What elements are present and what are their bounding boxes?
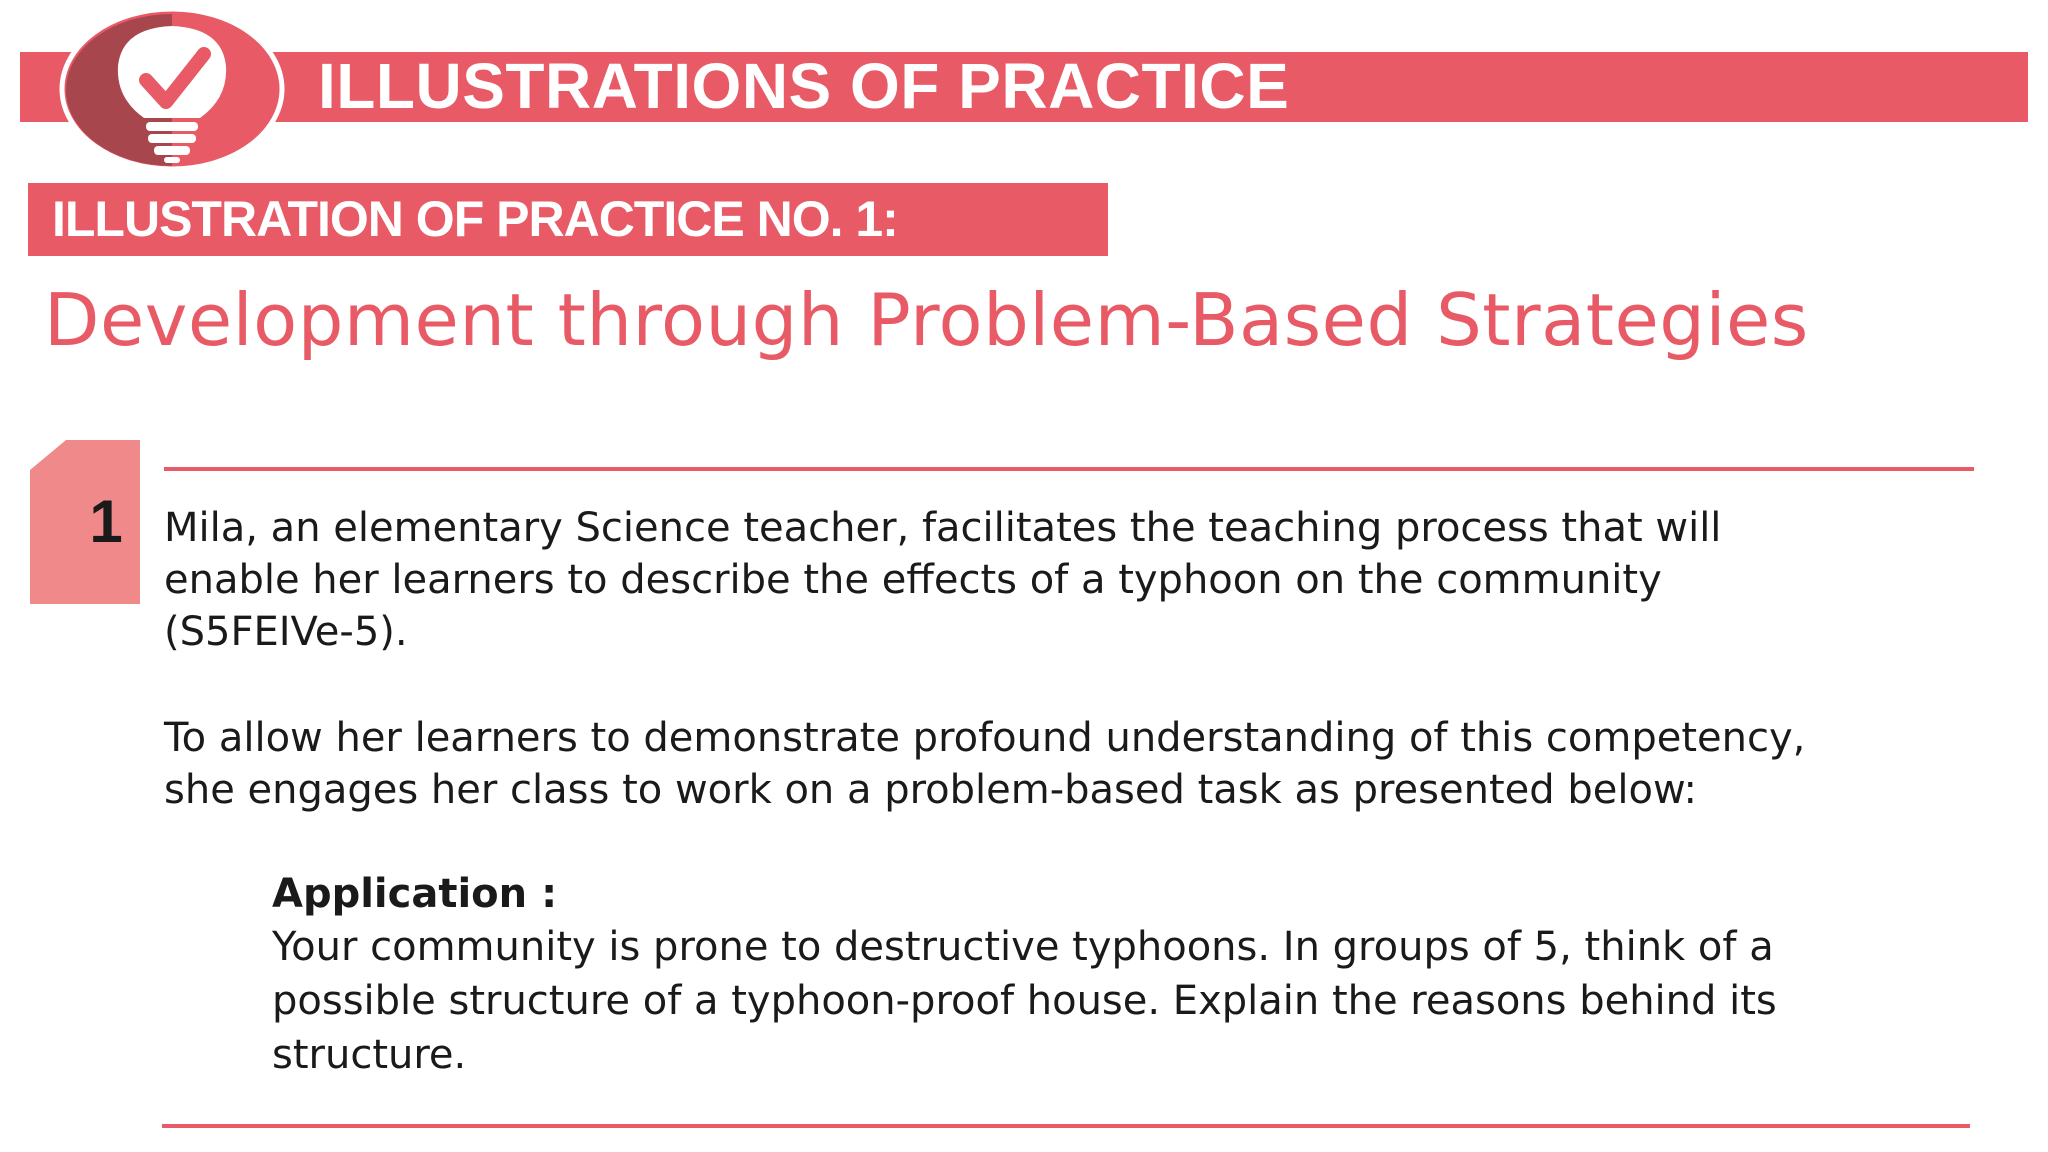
paragraph-line: enable her learners to describe the effects of a typhoon on the community: [164, 557, 1662, 603]
step-number: 1: [89, 488, 123, 555]
application-line: Your community is prone to destructive typhoons. In groups of 5, think of a: [272, 924, 1774, 970]
banner-title: ILLUSTRATIONS OF PRACTICE: [318, 50, 1290, 122]
paragraph-intro: [164, 502, 1721, 658]
application-heading: Application :: [272, 871, 558, 917]
application-line: structure.: [272, 1032, 467, 1078]
lightbulb-check-icon: [58, 6, 286, 172]
paragraph-line: To allow her learners to demonstrate profound understanding of this competency,: [164, 715, 1806, 761]
paragraph-line: (S5FEIVe-5).: [164, 609, 408, 655]
subheader-title: ILLUSTRATION OF PRACTICE NO. 1:: [52, 191, 898, 247]
divider-bottom: [162, 1124, 1970, 1128]
paragraph-task: [164, 712, 1805, 816]
paragraph-line: Mila, an elementary Science teacher, facilitates the teaching process that will: [164, 505, 1722, 551]
application-body: [272, 920, 1777, 1082]
divider-top: [164, 467, 1974, 471]
paragraph-line: she engages her class to work on a problem-based task as presented below:: [164, 767, 1697, 813]
page-title: Development through Problem-Based Strategies: [44, 278, 1809, 362]
application-line: possible structure of a typhoon-proof house. Explain the reasons behind its: [272, 978, 1777, 1024]
